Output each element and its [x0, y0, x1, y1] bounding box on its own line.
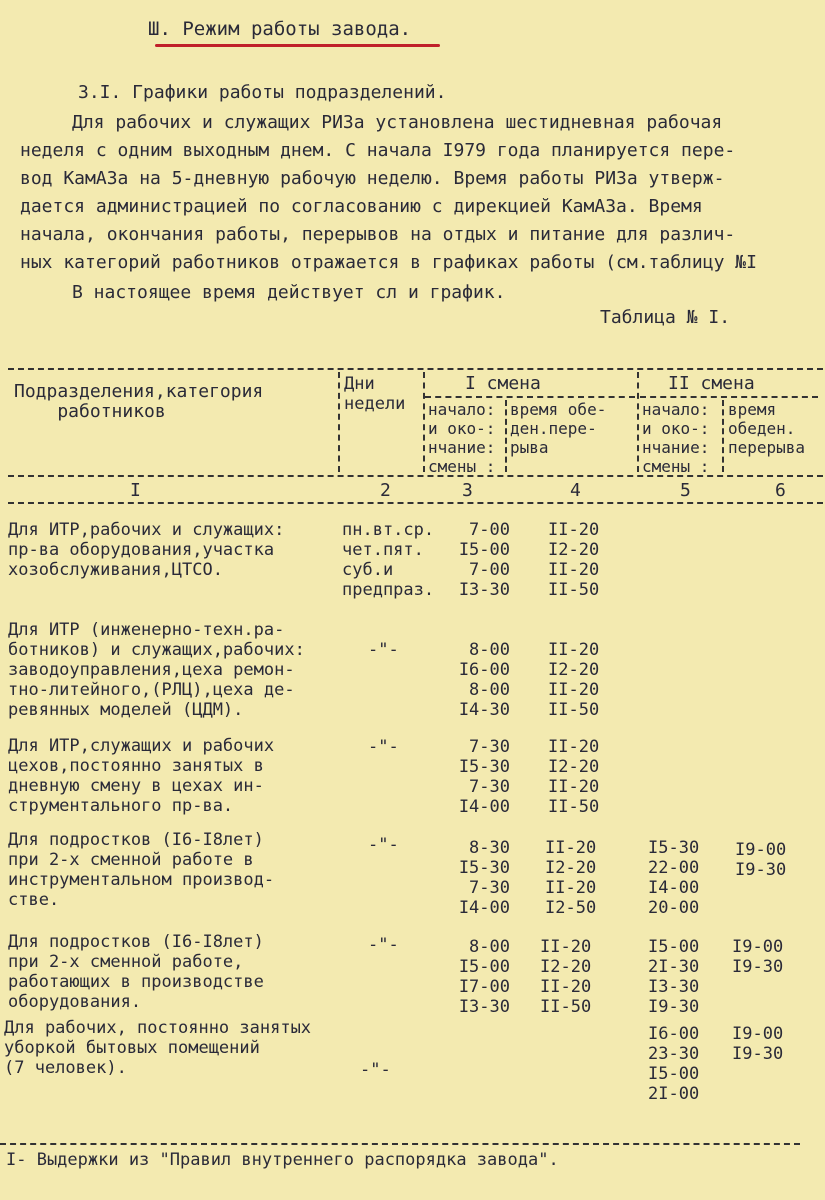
title-underline	[155, 44, 440, 47]
paragraph-line: ных категорий работников отражается в графиках работы (см.таблицу №I	[20, 252, 757, 273]
row-category: Для подростков (I6-I8лет) при 2-х сменной работе в инструментальном производ- стве.	[8, 830, 275, 910]
row-days: пн.вт.ср. чет.пят. суб.и предпраз.	[342, 520, 435, 600]
column-number: 5	[680, 480, 691, 501]
column-number: I	[130, 480, 141, 501]
row-days: -"-	[368, 935, 399, 955]
footnote: I- Выдержки из "Правил внутреннего распорядка завода".	[6, 1150, 559, 1170]
header-shift2: II смена	[668, 373, 755, 394]
row-category: Для ИТР (инженерно-техн.ра- ботников) и служащих,рабочих: заводоуправления,цеха ремон- тно-литейного,(РЛЦ),цеха де- ревянных моделей (ЦДМ).	[8, 620, 305, 720]
row-shift1-break: II-20 I2-20 II-20 II-50	[548, 640, 600, 720]
table-top-rule	[8, 368, 823, 370]
column-number: 4	[570, 480, 581, 501]
row-category: Для рабочих, постоянно занятых уборкой бытовых помещений (7 человек).	[4, 1018, 312, 1078]
column-number: 2	[380, 480, 391, 501]
header-shift2-break: время обеден. перерыва	[728, 400, 806, 457]
header-shift2-start-end: начало: и око-: нчание: смены :	[642, 400, 710, 476]
paragraph-line: неделя с одним выходным днем. С начала I979 года планируется пере-	[20, 140, 736, 161]
column-number: 3	[462, 480, 473, 501]
col-separator	[423, 372, 425, 472]
row-days: -"-	[368, 835, 399, 855]
paragraph-line: дается администрацией по согласованию с дирекцией КамАЗа. Время	[20, 196, 703, 217]
row-shift1-start: 7-00 I5-00 7-00 I3-30	[458, 520, 510, 600]
row-shift1-break: II-20 I2-20 II-20 II-50	[548, 737, 600, 817]
row-shift2-break: I9-00 I9-30	[732, 1024, 784, 1064]
paragraph-line: вод КамАЗа на 5-дневную рабочую неделю. Время работы РИЗа утверж-	[20, 168, 725, 189]
header-shift1: I смена	[465, 373, 541, 394]
row-category: Для ИТР,рабочих и служащих: пр-ва оборудования,участка хозобслуживания,ЦТСО.	[8, 520, 285, 580]
row-days: -"-	[368, 640, 399, 660]
paragraph-line: Для рабочих и служащих РИЗа установлена шестидневная рабочая	[72, 112, 723, 133]
row-shift2-start: I5-30 22-00 I4-00 20-00	[648, 838, 700, 918]
row-days: -"-	[360, 1060, 391, 1080]
row-shift1-break: II-20 I2-20 II-20 II-50	[548, 520, 600, 600]
paragraph-line: начала, окончания работы, перерывов на отдых и питание для различ-	[20, 224, 736, 245]
footnote-rule	[0, 1143, 800, 1145]
row-shift1-break: II-20 I2-20 II-20 I2-50	[545, 838, 597, 918]
col-separator	[637, 372, 639, 472]
row-shift2-break: I9-00 I9-30	[735, 840, 787, 880]
column-number-rule	[8, 502, 823, 504]
paragraph-line: В настоящее время действует сл и график.	[72, 282, 506, 303]
table-label: Таблица № I.	[600, 307, 731, 328]
header-days: Дни недели	[344, 374, 406, 414]
section-title: Ш. Режим работы завода.	[148, 18, 412, 40]
col-separator	[338, 372, 340, 472]
row-shift1-break: II-20 I2-20 II-20 II-50	[540, 937, 592, 1017]
row-shift1-start: 8-00 I6-00 8-00 I4-30	[458, 640, 510, 720]
column-number: 6	[775, 480, 786, 501]
col-separator	[505, 400, 507, 472]
header-shift1-break: время обе- ден.пере- рыва	[510, 400, 607, 457]
header-category: Подразделения,категория работников	[14, 381, 264, 422]
shift1-subrule	[425, 396, 635, 398]
header-shift1-start-end: начало: и око-: нчание: смены :	[428, 400, 496, 476]
subsection-title: 3.I. Графики работы подразделений.	[78, 82, 447, 103]
row-shift1-start: 8-00 I5-00 I7-00 I3-30	[458, 937, 510, 1017]
col-separator	[722, 400, 724, 472]
shift2-subrule	[640, 396, 818, 398]
row-shift2-break: I9-00 I9-30	[732, 937, 784, 977]
row-category: Для подростков (I6-I8лет) при 2-х сменной работе, работающих в производстве оборудования.	[8, 932, 264, 1012]
row-category: Для ИТР,служащих и рабочих цехов,постоянно занятых в дневную смену в цехах ин- струментального пр-ва.	[8, 736, 275, 816]
row-days: -"-	[368, 737, 399, 757]
row-shift2-start: I5-00 2I-30 I3-30 I9-30	[648, 937, 700, 1017]
row-shift1-start: 7-30 I5-30 7-30 I4-00	[458, 737, 510, 817]
row-shift2-start: I6-00 23-30 I5-00 2I-00	[648, 1024, 700, 1104]
row-shift1-start: 8-30 I5-30 7-30 I4-00	[458, 838, 510, 918]
